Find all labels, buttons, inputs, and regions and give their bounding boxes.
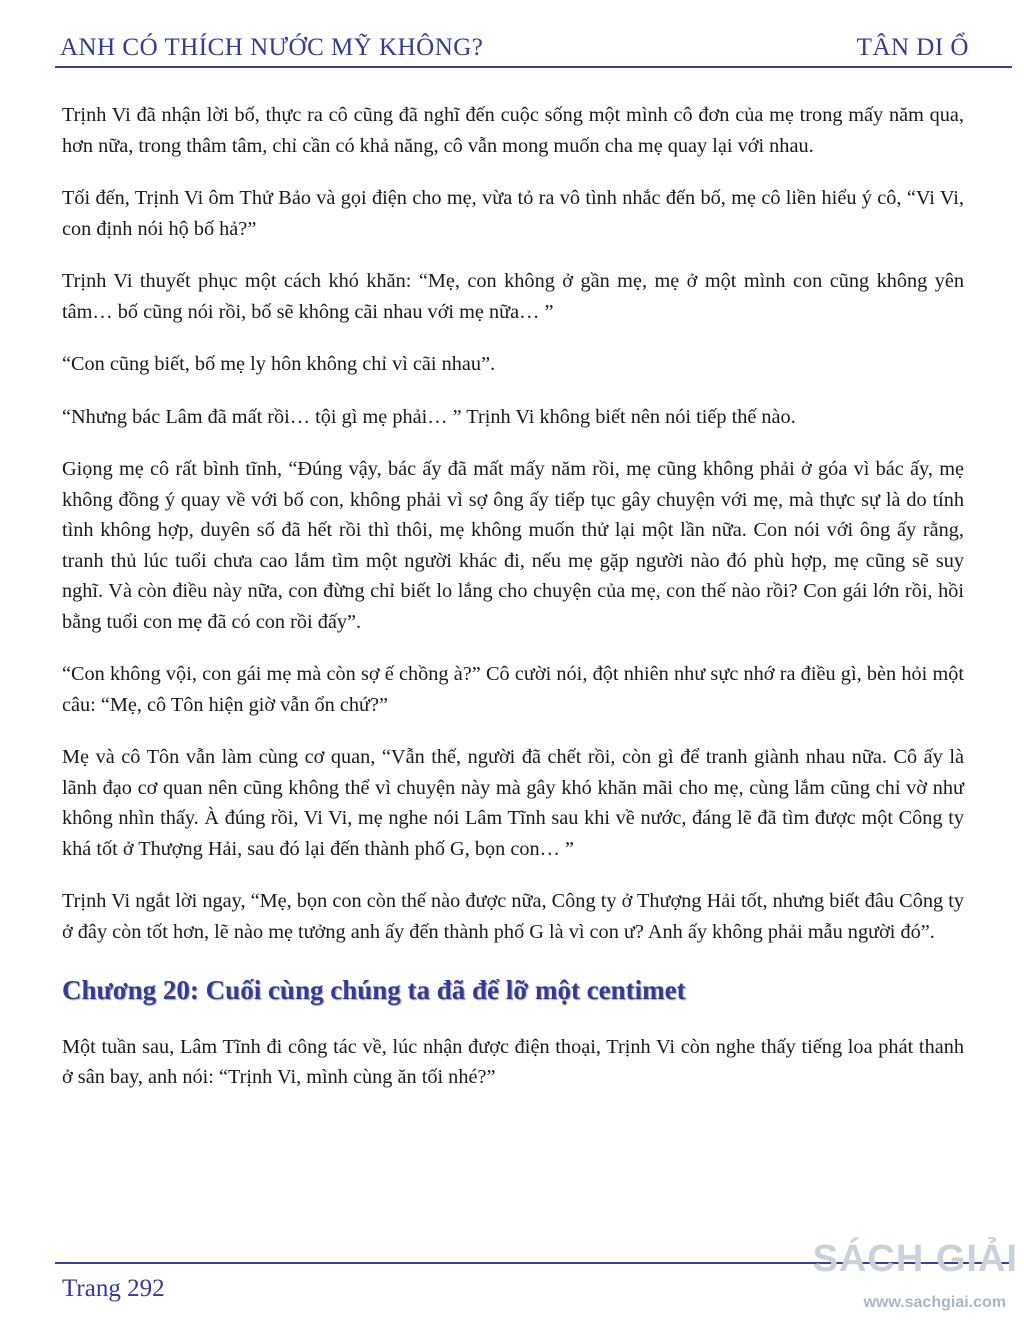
page-number: Trang 292 (62, 1275, 165, 1302)
watermark-brand: SÁCH GIẢI (812, 1238, 1018, 1280)
paragraph: Tối đến, Trịnh Vi ôm Thử Bảo và gọi điện cho mẹ, vừa tỏ ra vô tình nhắc đến bố, mẹ cô liền hiểu ý cô, “Vi Vi, con định nói hộ bố hả?” (62, 187, 964, 240)
paragraph: Trịnh Vi ngắt lời ngay, “Mẹ, bọn con còn thế nào được nữa, Công ty ở Thượng Hải tốt, nhưng biết đâu Công ty ở đây còn tốt hơn, lẽ nào mẹ tưởng anh ấy đến thành phố G là vì con ư? Anh ấy không phải mẫu người đó”. (62, 890, 964, 943)
running-header (60, 20, 969, 62)
paragraph: “Con không vội, con gái mẹ mà còn sợ ế chồng à?” Cô cười nói, đột nhiên như sực nhớ ra điều gì, bèn hỏi một câu: “Mẹ, cô Tôn hiện giờ vẫn ổn chứ?” (62, 663, 964, 716)
paragraph: Trịnh Vi đã nhận lời bố, thực ra cô cũng đã nghĩ đến cuộc sống một mình cô đơn của mẹ trong mấy năm qua, hơn nữa, trong thâm tâm, chỉ cần có khả năng, cô vẫn mong muốn cha mẹ quay lại với nhau. (62, 104, 964, 157)
page-body (62, 100, 964, 1115)
paragraph: Trịnh Vi thuyết phục một cách khó khăn: “Mẹ, con không ở gần mẹ, mẹ ở một mình con cũng không yên tâm… bố cũng nói rồi, bố sẽ không cãi nhau với mẹ nữa… ” (62, 270, 964, 323)
header-rule (55, 66, 1012, 68)
paragraph: “Con cũng biết, bố mẹ ly hôn không chỉ vì cãi nhau”. (62, 353, 496, 375)
watermark-logo (810, 1238, 1018, 1316)
watermark-url: www.sachgiai.com (863, 1294, 1006, 1311)
author-name: TÂN DI Ổ (856, 34, 969, 61)
chapter-heading: Chương 20: Cuối cùng chúng ta đã để lỡ một centimet (62, 975, 686, 1005)
book-title: ANH CÓ THÍCH NƯỚC MỸ KHÔNG? (60, 34, 484, 61)
paragraph: Giọng mẹ cô rất bình tĩnh, “Đúng vậy, bác ấy đã mất mấy năm rồi, mẹ cũng không phải ở góa vì bác ấy, mẹ không đồng ý quay về với bố con, không phải vì sợ ông ấy tiếp tục gây chuyện với mẹ, mà thực sự là do tính tình không hợp, duyên số đã hết rồi thì thôi, mẹ không muốn thử lại một lần nữa. Con nói với ông ấy rằng, tranh thủ lúc tuổi chưa cao lắm tìm một người khác đi, nếu mẹ gặp người nào đó phù hợp, mẹ cũng sẽ suy nghĩ. Và còn điều này nữa, con đừng chỉ biết lo lắng cho chuyện của mẹ, con thế nào rồi? Con gái lớn rồi, hồi bằng tuổi con mẹ đã có con rồi đấy”. (62, 458, 964, 633)
paragraph: “Nhưng bác Lâm đã mất rồi… tội gì mẹ phải… ” Trịnh Vi không biết nên nói tiếp thế nào. (62, 405, 796, 428)
paragraph: Mẹ và cô Tôn vẫn làm cùng cơ quan, “Vẫn thế, người đã chết rồi, còn gì để tranh giành nhau nữa. Cô ấy là lãnh đạo cơ quan nên cũng không thể vì chuyện này mà gây khó khăn mãi cho mẹ, cùng lắm cũng chỉ vờ như không nhìn thấy. À đúng rồi, Vi Vi, mẹ nghe nói Lâm Tĩnh sau khi về nước, đáng lẽ đã tìm được một Công ty khá tốt ở Thượng Hải, sau đó lại đến thành phố G, bọn con… ” (62, 746, 964, 860)
paragraph: Một tuần sau, Lâm Tĩnh đi công tác về, lúc nhận được điện thoại, Trịnh Vi còn nghe thấy tiếng loa phát thanh ở sân bay, anh nói: “Trịnh Vi, mình cùng ăn tối nhé?” (62, 1035, 964, 1088)
